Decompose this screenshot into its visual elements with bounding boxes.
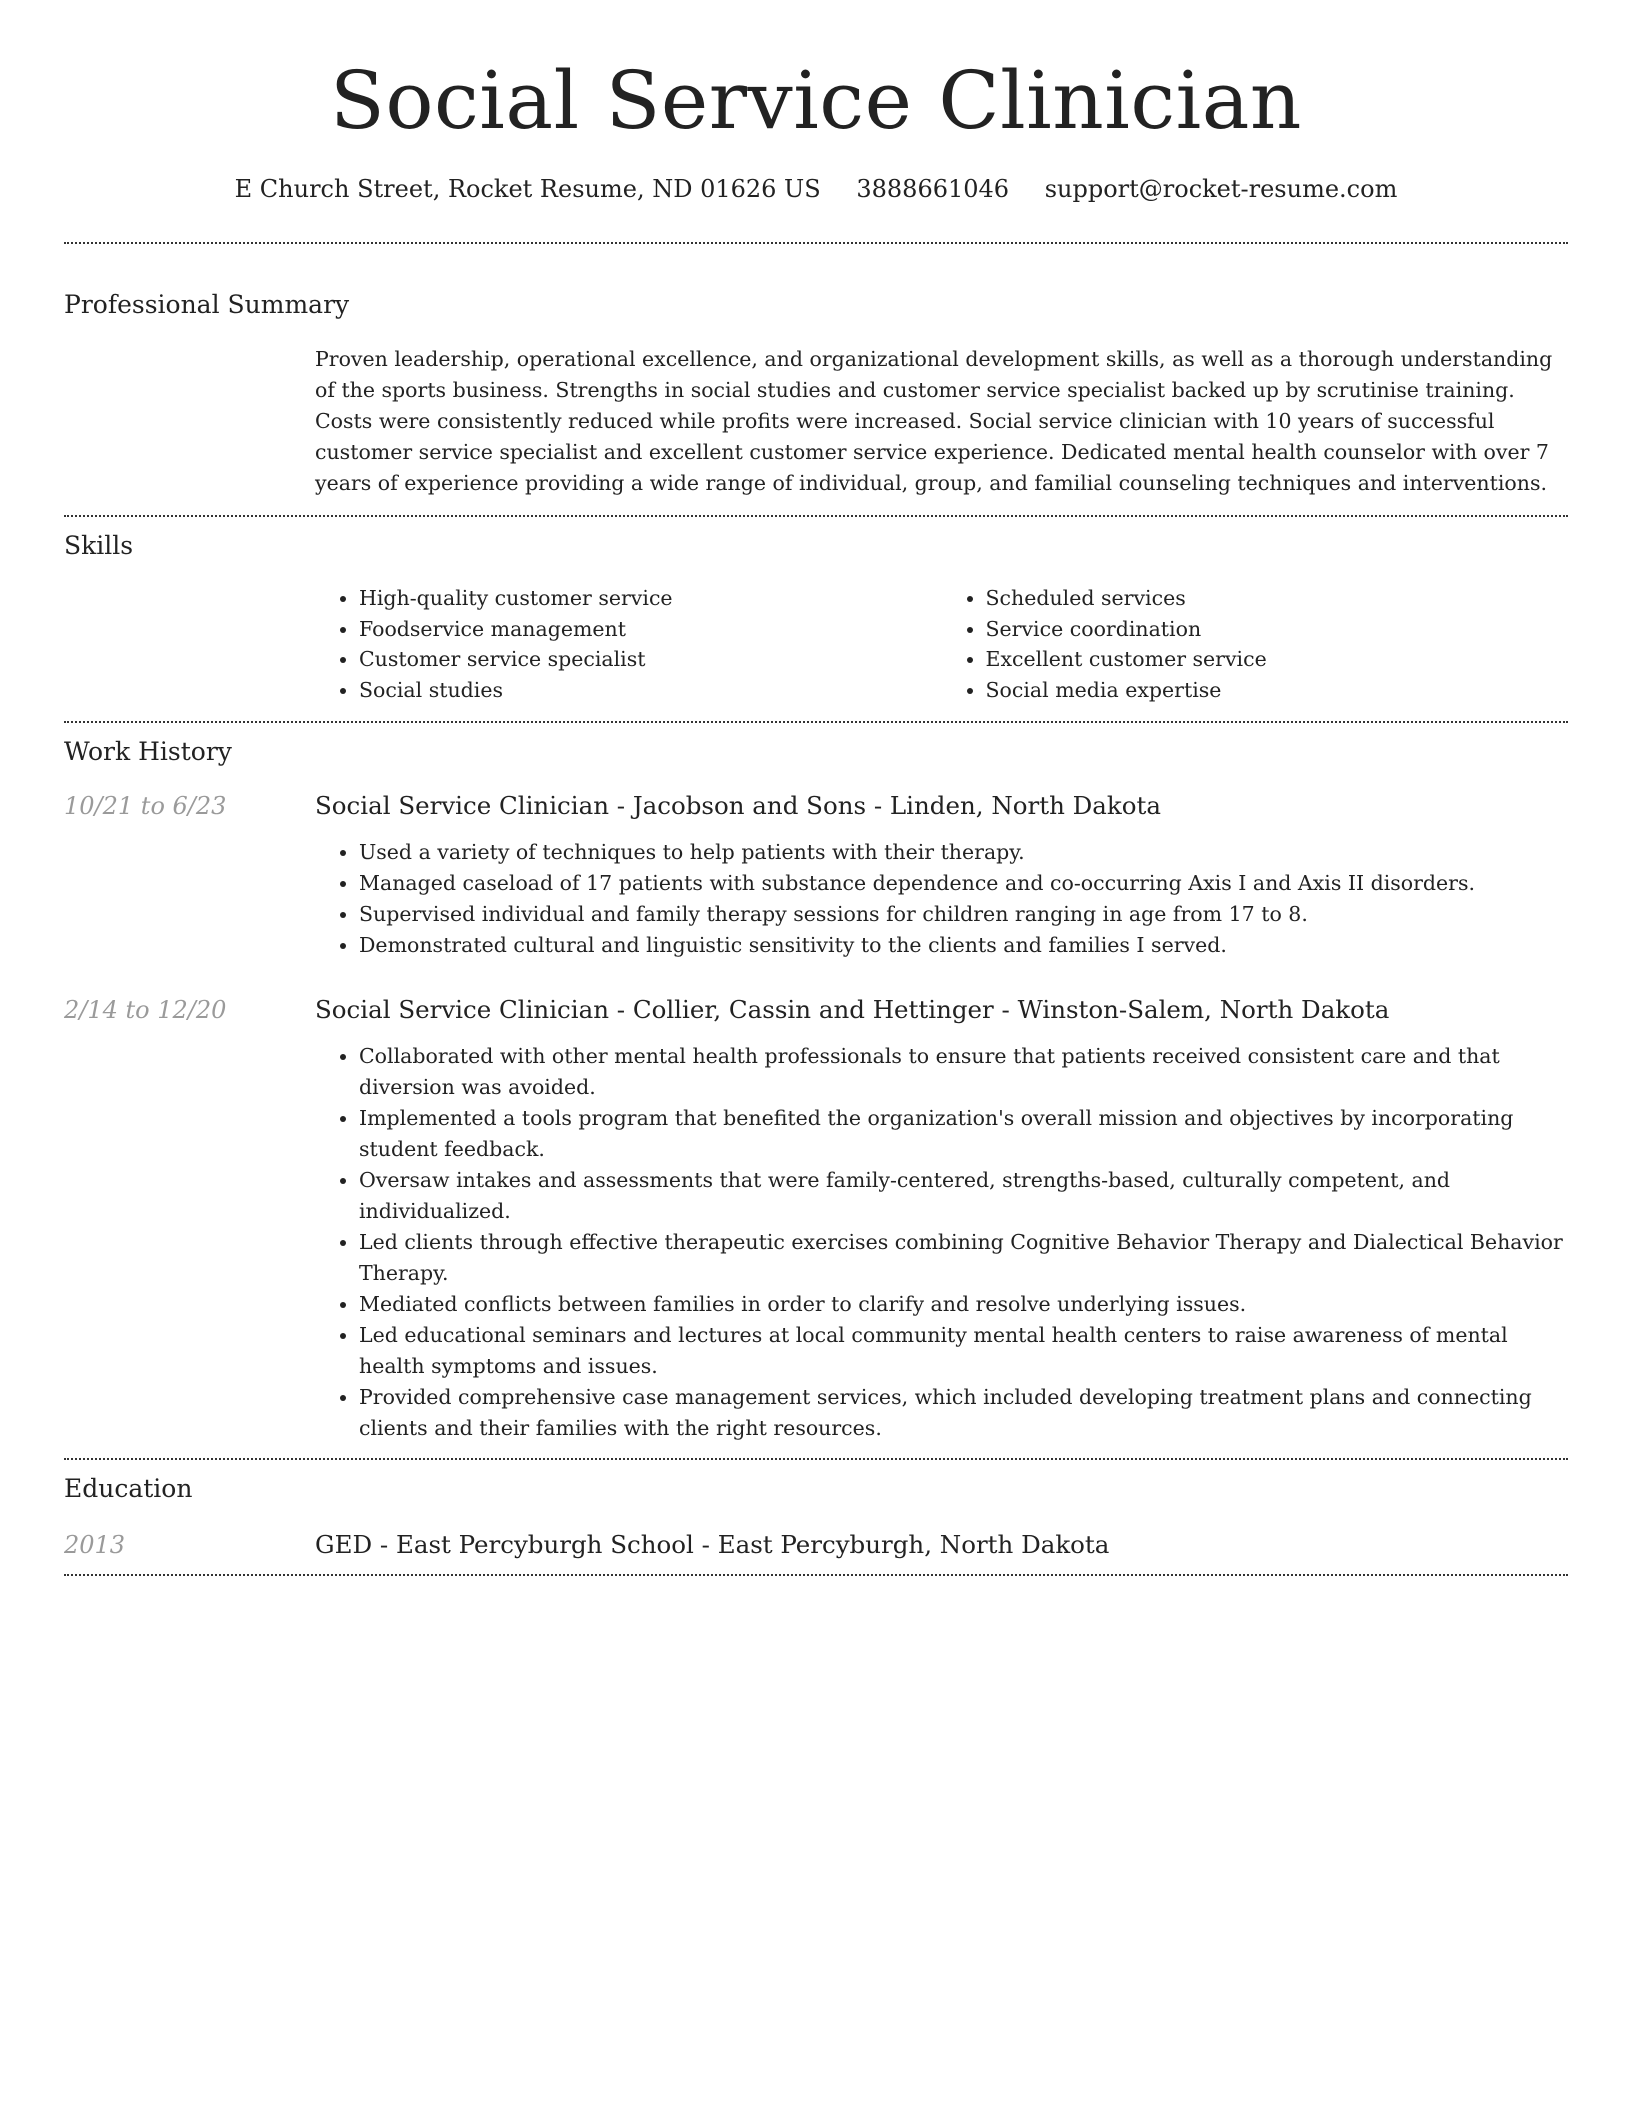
skill-item: • Service coordination: [986, 614, 1569, 645]
skill-item: • Excellent customer service: [986, 644, 1569, 675]
skill-item: • Customer service specialist: [359, 644, 942, 675]
job-bullet: • Supervised individual and family therapy sessions for children ranging in age from 17 to 8.: [359, 899, 1568, 930]
job-heading: [315, 993, 1568, 1027]
job-bullet: • Used a variety of techniques to help patients with their therapy.: [359, 837, 1568, 868]
job-title: Social Service Clinician: [315, 791, 609, 820]
skills-list-left: [315, 583, 942, 705]
skills-heading: Skills: [64, 531, 134, 560]
divider: [64, 1574, 1568, 1576]
skill-item: • High-quality customer service: [359, 583, 942, 614]
job-bullet: • Led educational seminars and lectures at local community mental health centers to raise awareness of mental health symptoms and issues.: [359, 1320, 1568, 1382]
job-entry: [64, 993, 1568, 1444]
contact-address: E Church Street, Rocket Resume, ND 01626 US: [234, 175, 821, 203]
job-bullet: • Mediated conflicts between families in order to clarify and resolve underlying issues.: [359, 1289, 1568, 1320]
work-section: [64, 723, 1568, 1458]
job-bullets: [315, 837, 1568, 961]
skill-item: • Foodservice management: [359, 614, 942, 645]
job-details: - Collier, Cassin and Hettinger - Winston-Salem, North Dakota: [608, 995, 1390, 1024]
contact-line: [64, 172, 1568, 206]
contact-email: support@rocket-resume.com: [1044, 175, 1398, 203]
job-bullet: • Provided comprehensive case management services, which included developing treatment plans and connecting clients and their families with the right resources.: [359, 1382, 1568, 1444]
job-heading: [315, 789, 1568, 823]
job-bullet: • Demonstrated cultural and linguistic sensitivity to the clients and families I served.: [359, 930, 1568, 961]
skill-item: • Social media expertise: [986, 675, 1569, 706]
education-heading: Education: [64, 1474, 193, 1503]
job-dates: 2/14 to 12/20: [64, 996, 227, 1024]
resume-header: [64, 0, 1568, 206]
skill-item: • Social studies: [359, 675, 942, 706]
job-bullet: • Implemented a tools program that benefited the organization's overall mission and objectives by incorporating student feedback.: [359, 1103, 1568, 1165]
skills-section: [64, 517, 1568, 721]
job-title: Social Service Clinician: [315, 995, 609, 1024]
skills-grid: [315, 583, 1568, 705]
education-details: GED - East Percyburgh School - East Percyburgh, North Dakota: [315, 1530, 1110, 1559]
job-bullet: • Managed caseload of 17 patients with substance dependence and co-occurring Axis I and Axis II disorders.: [359, 868, 1568, 899]
job-details: - Jacobson and Sons - Linden, North Dakota: [608, 791, 1161, 820]
skill-item: • Scheduled services: [986, 583, 1569, 614]
education-section: [64, 1460, 1568, 1562]
job-bullet: • Collaborated with other mental health professionals to ensure that patients received consistent care and that diversion was avoided.: [359, 1041, 1568, 1103]
candidate-name: Social Service Clinician: [330, 54, 1302, 147]
education-entry: [64, 1528, 1568, 1562]
job-entry: [64, 789, 1568, 961]
summary-heading: Professional Summary: [64, 290, 350, 319]
summary-section: [64, 244, 1568, 515]
job-bullet: • Oversaw intakes and assessments that were family-centered, strengths-based, culturally competent, and individualized.: [359, 1165, 1568, 1227]
work-heading: Work History: [64, 737, 232, 766]
summary-text: Proven leadership, operational excellence, and organizational development skills, as well as a thorough understanding of the sports business. Strengths in social studies and customer service specialist backed up by scrutinise training. Costs were consistently reduced while profits were increased. Social service clinician with 10 years of successful customer service specialist and excellent customer service experience. Dedicated mental health counselor with over 7 years of experience providing a wide range of individual, group, and familial counseling techniques and interventions.: [315, 347, 1553, 495]
skills-list-right: [942, 583, 1569, 705]
job-bullets: [315, 1041, 1568, 1444]
contact-phone: 3888661046: [856, 175, 1010, 203]
education-year: 2013: [64, 1531, 126, 1559]
job-bullet: • Led clients through effective therapeutic exercises combining Cognitive Behavior Therapy and Dialectical Behavior Therapy.: [359, 1227, 1568, 1289]
job-dates: 10/21 to 6/23: [64, 792, 227, 820]
